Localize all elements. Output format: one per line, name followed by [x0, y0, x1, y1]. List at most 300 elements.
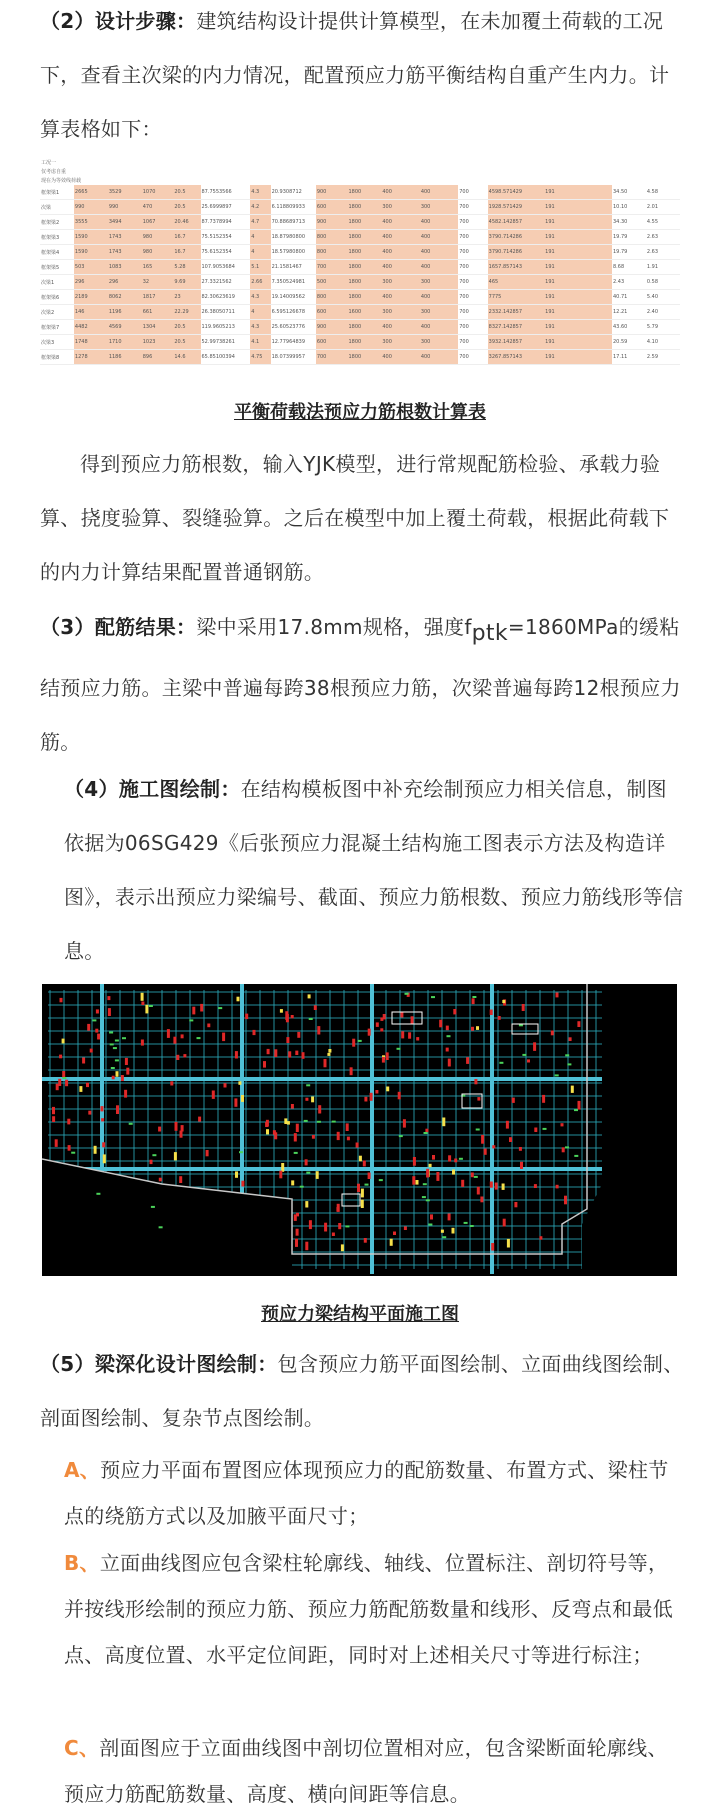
tendon-mark	[436, 1172, 439, 1181]
item-c	[64, 1725, 684, 1817]
item-c-text: 剖面图应于立面曲线图中剖切位置相对应，包含梁断面轮廓线、预应力筋配筋数量、高度、横向间距等信息。	[64, 1736, 668, 1806]
item-b	[64, 1540, 684, 1678]
table-cell: 5.79	[646, 320, 680, 335]
table-cell: 700	[458, 245, 487, 260]
tendon-mark	[556, 1185, 559, 1189]
tendon-mark	[311, 1097, 314, 1103]
table-cell: 300	[381, 275, 419, 290]
tendon-mark	[490, 1182, 493, 1188]
table-cell: 400	[420, 290, 458, 305]
tendon-mark	[370, 1093, 373, 1101]
table-cell: 5.40	[646, 290, 680, 305]
tendon-mark	[116, 1071, 119, 1077]
tendon-mark	[68, 1145, 71, 1151]
tendon-mark	[416, 1180, 419, 1185]
tendon-mark	[439, 1020, 442, 1028]
table-cell: 20.5	[173, 185, 200, 200]
table-cell: 2.43	[612, 275, 646, 290]
table-cell: 3790.714286	[488, 230, 545, 245]
annotation-mark	[151, 1206, 155, 1208]
table-cell: 25.60523776	[271, 320, 316, 335]
table-cell: 191	[544, 230, 612, 245]
table-cell: 400	[381, 245, 419, 260]
tendon-mark	[173, 1037, 176, 1044]
tendon-mark	[241, 1181, 244, 1187]
table-cell: 7775	[488, 290, 545, 305]
section-3-heading: （3）配筋结果：	[40, 615, 197, 639]
table-cell: 165	[142, 260, 174, 275]
table-cell: 20.5	[173, 200, 200, 215]
table-cell: 191	[544, 275, 612, 290]
annotation-mark	[345, 1225, 349, 1227]
table-cell: 300	[420, 305, 458, 320]
table-cell: 1067	[142, 215, 174, 230]
annotation-mark	[472, 996, 476, 998]
table-cell: 3790.714286	[488, 245, 545, 260]
table-cell: 1748	[74, 335, 108, 350]
table-caption: 平衡荷载法预应力筋根数计算表	[234, 402, 486, 423]
table-cell: 19.79	[612, 230, 646, 245]
figure-caption: 预应力梁结构平面施工图	[261, 1304, 459, 1325]
table-cell: 4.2	[250, 200, 270, 215]
table-cell: 1196	[108, 305, 142, 320]
tendon-mark	[266, 1120, 269, 1127]
tendon-mark	[327, 1053, 330, 1056]
tendon-mark	[522, 1004, 525, 1011]
table-cell: 900	[316, 320, 348, 335]
table-cell: 300	[420, 335, 458, 350]
annotation-mark	[379, 1179, 383, 1181]
tendon-mark	[412, 1176, 415, 1185]
table-cell: 6.595126678	[271, 305, 316, 320]
table-cell: 503	[74, 260, 108, 275]
annotation-mark	[426, 1199, 430, 1201]
tendon-mark	[539, 1236, 542, 1240]
tendon-mark	[86, 1083, 89, 1087]
table-cell: 4.55	[646, 215, 680, 230]
table-cell: 700	[316, 350, 348, 365]
tendon-mark	[386, 1052, 389, 1060]
table-row	[40, 335, 680, 350]
tendon-mark	[361, 1200, 364, 1208]
table-cell: 16.7	[173, 230, 200, 245]
table-cell: 400	[420, 185, 458, 200]
table-cell: 19.79	[612, 245, 646, 260]
tendon-mark	[280, 1009, 283, 1013]
table-cell: 34.50	[612, 185, 646, 200]
annotation-mark	[304, 1120, 308, 1122]
table-cell: 1800	[347, 320, 381, 335]
tendon-mark	[274, 1049, 277, 1057]
annotation-mark	[428, 1224, 432, 1226]
table-cell: 2.59	[646, 350, 680, 365]
tendon-mark	[302, 1052, 305, 1059]
table-cell: 4	[250, 305, 270, 320]
tendon-mark	[296, 1229, 299, 1236]
tendon-mark	[527, 1059, 530, 1062]
table-row	[40, 260, 680, 275]
table-cell: 1657.857143	[488, 260, 545, 275]
annotation-mark	[197, 1037, 201, 1039]
tendon-mark	[403, 1119, 406, 1127]
annotation-mark	[71, 1152, 75, 1154]
table-cell: 4	[250, 245, 270, 260]
table-cell: 6.118809933	[271, 200, 316, 215]
annotation-mark	[567, 1063, 571, 1065]
table-cell: 3932.142857	[488, 335, 545, 350]
tendon-mark	[561, 1123, 564, 1126]
tendon-mark	[519, 1147, 522, 1151]
tendon-mark	[571, 1086, 574, 1093]
tendon-mark	[295, 1239, 298, 1247]
table-cell: 5.1	[250, 260, 270, 275]
annotation-mark	[92, 1019, 96, 1021]
tendon-mark	[141, 993, 144, 1001]
tendon-mark	[425, 1129, 428, 1133]
tendon-mark	[336, 1207, 339, 1212]
annotation-mark	[115, 1040, 119, 1042]
section-2-text: 建筑结构设计提供计算模型，在未加覆土荷载的工况下，查看主次梁的内力情况，配置预应力筋平衡结构自重产生内力。计算表格如下：	[40, 9, 670, 141]
section-5-text: 包含预应力筋平面图绘制、立面曲线图绘制、剖面图绘制、复杂节点图绘制。	[40, 1352, 684, 1430]
tendon-mark	[312, 1135, 315, 1139]
table-cell: 70.88689713	[271, 215, 316, 230]
table-row	[40, 350, 680, 365]
table-cell: 107.9053684	[201, 260, 251, 275]
table-cell: 4.3	[250, 290, 270, 305]
table-cell: 3267.857143	[488, 350, 545, 365]
annotation-mark	[522, 1054, 526, 1056]
table-cell: 43.60	[612, 320, 646, 335]
tendon-mark	[461, 1180, 464, 1187]
tendon-mark	[498, 1016, 501, 1020]
table-cell: 22.29	[173, 305, 200, 320]
annotation-mark	[447, 1035, 451, 1037]
tendon-mark	[408, 1032, 411, 1038]
table-cell: 400	[420, 245, 458, 260]
tendon-mark	[471, 1027, 474, 1031]
table-cell: 框架梁4	[40, 245, 74, 260]
table-cell: 600	[316, 200, 348, 215]
table-cell: 400	[381, 215, 419, 230]
tendon-mark	[235, 1051, 238, 1058]
tendon-mark	[234, 1098, 237, 1106]
table-cell: 2.01	[646, 200, 680, 215]
tendon-mark	[426, 1169, 429, 1178]
table-cell: 1800	[347, 350, 381, 365]
tendon-mark	[376, 1022, 379, 1027]
table-cell: 2.63	[646, 230, 680, 245]
tendon-mark	[94, 1146, 97, 1154]
annotation-mark	[405, 993, 409, 995]
tendon-mark	[390, 1239, 393, 1246]
table-cell: 191	[544, 245, 612, 260]
tendon-mark	[103, 1154, 106, 1163]
annotation-mark	[474, 1176, 478, 1178]
tendon-mark	[490, 1010, 493, 1016]
table-cell: 896	[142, 350, 174, 365]
tendon-mark	[432, 1155, 435, 1160]
tendon-mark	[551, 1031, 554, 1036]
annotation-mark	[574, 1155, 578, 1157]
tendon-mark	[361, 1189, 364, 1198]
annotation-mark	[543, 1128, 547, 1130]
table-cell: 700	[458, 320, 487, 335]
table-cell: 1800	[347, 275, 381, 290]
table-cell: 990	[108, 200, 142, 215]
tendon-mark	[52, 1116, 55, 1122]
tendon-mark	[295, 1051, 298, 1055]
tendon-mark	[512, 1098, 515, 1103]
table-cell: 700	[458, 275, 487, 290]
table-header-cell: 仅考虑自重	[41, 169, 67, 175]
table-cell: 500	[316, 275, 348, 290]
table-cell: 14.6	[173, 350, 200, 365]
table-header-cell: 工况一	[41, 160, 57, 166]
table-header-row	[40, 176, 680, 185]
table-cell: 990	[74, 200, 108, 215]
table-row	[40, 275, 680, 290]
tendon-mark	[291, 1180, 294, 1185]
table-cell: 900	[316, 215, 348, 230]
table-cell: 1070	[142, 185, 174, 200]
cad-plan-svg	[42, 984, 677, 1276]
table-cell: 400	[381, 290, 419, 305]
tendon-mark	[273, 1130, 276, 1135]
table-cell: 21.1581467	[271, 260, 316, 275]
table-cell: 1800	[347, 260, 381, 275]
annotation-mark	[111, 1067, 115, 1069]
table-cell: 980	[142, 245, 174, 260]
tendon-mark	[452, 1170, 455, 1175]
table-cell: 框架梁3	[40, 230, 74, 245]
tendon-mark	[480, 1197, 483, 1203]
table-cell: 20.5	[173, 335, 200, 350]
table-cell: 1023	[142, 335, 174, 350]
table-cell: 20.5	[173, 320, 200, 335]
tendon-mark	[416, 1037, 419, 1040]
table-cell: 4582.142857	[488, 215, 545, 230]
table-cell: 4.75	[250, 350, 270, 365]
tendon-mark	[364, 1238, 367, 1243]
tendon-mark	[284, 1118, 287, 1124]
tendon-mark	[96, 1009, 99, 1013]
tendon-mark	[286, 1037, 289, 1043]
table-cell: 191	[544, 260, 612, 275]
annotation-mark	[399, 1135, 403, 1137]
item-c-letter: C、	[64, 1736, 100, 1760]
tendon-mark	[491, 1243, 494, 1251]
annotation-mark	[476, 1129, 480, 1131]
tendon-mark	[368, 1029, 371, 1036]
table-cell: 32	[142, 275, 174, 290]
tendon-mark	[121, 1075, 124, 1081]
tendon-mark	[237, 997, 240, 1002]
tendon-mark	[404, 1226, 407, 1230]
table-cell: 16.7	[173, 245, 200, 260]
tendon-mark	[238, 1081, 241, 1085]
table-cell: 1710	[108, 335, 142, 350]
tendon-mark	[291, 1104, 294, 1109]
tendon-mark	[347, 1137, 350, 1141]
table-cell: 40.71	[612, 290, 646, 305]
tendon-mark	[62, 1071, 65, 1078]
table-cell: 次梁	[40, 200, 74, 215]
tendon-mark	[346, 1123, 349, 1131]
tendon-mark	[386, 1087, 389, 1092]
tendon-mark	[502, 1184, 505, 1190]
table-cell: 12.77964839	[271, 335, 316, 350]
table-header-row	[40, 167, 680, 176]
tendon-mark	[398, 1092, 401, 1100]
table-row	[40, 185, 680, 200]
calculation-table	[40, 158, 680, 365]
tendon-mark	[472, 998, 475, 1004]
table-cell: 4.3	[250, 185, 270, 200]
tendon-mark	[108, 1008, 111, 1016]
table-cell: 次梁1	[40, 275, 74, 290]
tendon-mark	[481, 1135, 484, 1144]
tendon-mark	[62, 1039, 65, 1044]
section-4-text: 在结构模板图中补充绘制预应力相关信息，制图依据为06SG429《后张预应力混凝土结构施工图表示方法及构造详图》，表示出预应力梁编号、截面、预应力筋根数、预应力筋线形等信息。	[64, 777, 684, 963]
section-5-paragraph	[40, 1337, 685, 1445]
tendon-mark	[448, 1155, 451, 1161]
tendon-mark	[317, 1026, 320, 1034]
annotation-mark	[306, 1172, 310, 1174]
table-cell: 20.9308712	[271, 185, 316, 200]
table-cell: 119.9605213	[201, 320, 251, 335]
tendon-mark	[179, 1176, 182, 1183]
item-b-text: 立面曲线图应包含梁柱轮廓线、轴线、位置标注、剖切符号等，并按线形绘制的预应力筋、预应力筋配筋数量和线形、反弯点和最低点、高度位置、水平定位间距，同时对上述相关尺寸等进行标注；	[64, 1551, 673, 1667]
table-cell: 191	[544, 320, 612, 335]
table-cell: 400	[381, 350, 419, 365]
table-cell: 400	[381, 320, 419, 335]
tendon-mark	[350, 1067, 353, 1075]
tendon-mark	[141, 1002, 144, 1006]
tendon-mark	[484, 1149, 487, 1155]
tendon-mark	[297, 1032, 300, 1038]
tendon-mark	[198, 1117, 201, 1122]
section-2-paragraph	[40, 0, 685, 156]
tendon-mark	[368, 1173, 371, 1180]
table-cell: 框架梁8	[40, 350, 74, 365]
annotation-mark	[332, 1121, 336, 1123]
table-cell: 191	[544, 215, 612, 230]
table-cell: 700	[458, 200, 487, 215]
tendon-mark	[442, 1118, 445, 1127]
tendon-mark	[533, 1042, 536, 1051]
table-row	[40, 215, 680, 230]
tendon-mark	[305, 1159, 308, 1165]
annotation-mark	[306, 1084, 310, 1086]
table-cell: 1186	[108, 350, 142, 365]
annotation-mark	[159, 1226, 163, 1228]
tendon-mark	[241, 1095, 244, 1102]
table-cell: 980	[142, 230, 174, 245]
table-cell: 191	[544, 290, 612, 305]
tendon-mark	[288, 1051, 291, 1057]
tendon-mark	[520, 1162, 523, 1169]
table-cell: 19.14009562	[271, 290, 316, 305]
tendon-mark	[192, 1007, 195, 1015]
tendon-mark	[101, 1106, 104, 1111]
table-cell: 1.91	[646, 260, 680, 275]
tendon-mark	[263, 1061, 266, 1068]
table-header-cell: 现在为等效线荷载	[41, 178, 82, 184]
tendon-mark	[102, 1142, 105, 1147]
tendon-mark	[67, 1119, 70, 1125]
tendon-mark	[453, 1009, 456, 1014]
tendon-mark	[495, 1183, 498, 1190]
annotation-mark	[423, 1183, 427, 1185]
annotation-mark	[422, 1196, 426, 1198]
table-cell: 3555	[74, 215, 108, 230]
tendon-mark	[200, 1004, 203, 1012]
annotation-mark	[431, 996, 435, 998]
section-2-heading: （2）设计步骤：	[40, 9, 197, 33]
tendon-mark	[556, 993, 559, 998]
detail-box	[512, 1024, 538, 1034]
tendon-mark	[183, 1054, 186, 1057]
tendon-mark	[291, 1015, 294, 1018]
tendon-mark	[305, 1242, 308, 1251]
table-cell: 4.58	[646, 185, 680, 200]
tendon-mark	[341, 1244, 344, 1251]
tendon-mark	[452, 1228, 455, 1234]
table-cell: 框架梁1	[40, 185, 74, 200]
table-cell: 1800	[347, 230, 381, 245]
table-cell: 2332.142857	[488, 305, 545, 320]
table-cell: 8327.142857	[488, 320, 545, 335]
table-cell: 1590	[74, 245, 108, 260]
table-cell: 700	[458, 260, 487, 275]
tendon-mark	[101, 1118, 104, 1121]
table-cell: 1800	[347, 215, 381, 230]
annotation-mark	[499, 1062, 503, 1064]
tendon-mark	[318, 1105, 321, 1113]
tendon-mark	[181, 1034, 184, 1038]
table-cell: 4.3	[250, 320, 270, 335]
annotation-mark	[365, 1184, 369, 1186]
table-row	[40, 230, 680, 245]
table-cell: 800	[316, 230, 348, 245]
tendon-mark	[207, 1024, 210, 1028]
table-cell: 3494	[108, 215, 142, 230]
table-cell: 1278	[74, 350, 108, 365]
table-cell: 4.7	[250, 215, 270, 230]
tendon-mark	[65, 1080, 68, 1087]
table-cell: 18.57980800	[271, 245, 316, 260]
table-cell: 700	[316, 260, 348, 275]
tendon-mark	[124, 1090, 127, 1098]
annotation-mark	[149, 1005, 153, 1007]
tendon-mark	[564, 1196, 567, 1205]
table-cell: 2.63	[646, 245, 680, 260]
table-cell: 20.59	[612, 335, 646, 350]
table-cell: 300	[381, 305, 419, 320]
tendon-mark	[454, 1159, 457, 1163]
tendon-mark	[466, 1057, 469, 1064]
tendon-mark	[60, 998, 63, 1002]
table-cell: 400	[381, 260, 419, 275]
table-cell: 2.40	[646, 305, 680, 320]
annotation-mark	[110, 1043, 114, 1045]
tendon-mark	[309, 1220, 312, 1229]
tendon-mark	[314, 1005, 317, 1010]
tendon-mark	[287, 1121, 290, 1125]
tendon-mark	[448, 1059, 451, 1067]
tendon-mark	[245, 1014, 248, 1020]
table-cell: 400	[420, 320, 458, 335]
